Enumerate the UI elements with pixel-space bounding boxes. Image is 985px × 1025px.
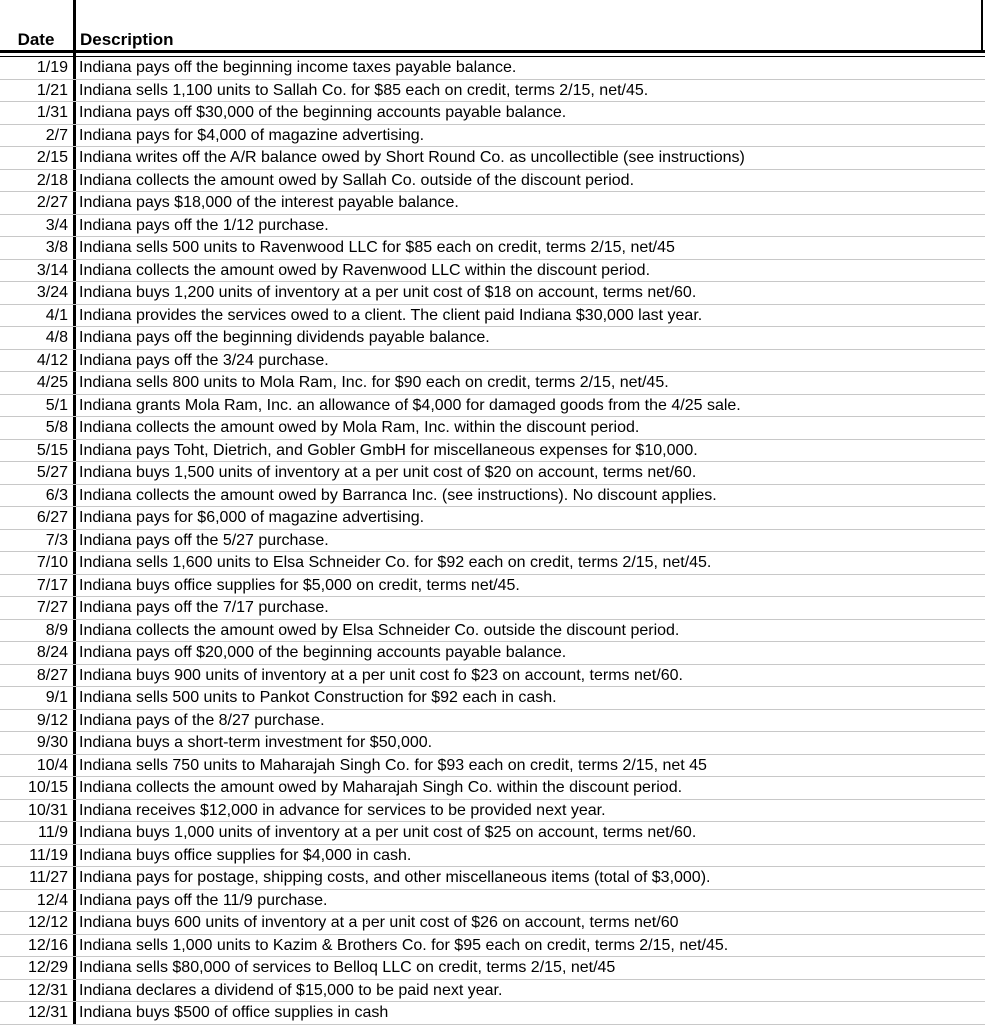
date-cell[interactable]: 12/31	[27, 1004, 68, 1021]
description-cell[interactable]: Indiana buys $500 of office supplies in cash	[79, 1004, 389, 1021]
table-row[interactable]	[0, 912, 985, 935]
date-cell[interactable]: 1/21	[36, 81, 68, 99]
table-row[interactable]	[0, 867, 985, 890]
date-cell[interactable]: 10/4	[36, 756, 68, 774]
date-cell[interactable]: 2/7	[45, 126, 68, 144]
date-cell[interactable]: 12/29	[27, 959, 68, 976]
description-cell[interactable]: Indiana buys 1,500 units of inventory at a per unit cost of $20 on account, terms net/60.	[79, 464, 697, 481]
date-cell[interactable]: 9/12	[36, 711, 68, 729]
description-cell[interactable]: Indiana collects the amount owed by Barranca Inc. (see instructions). No discount applies.	[79, 486, 717, 504]
date-cell[interactable]: 5/27	[36, 464, 68, 481]
description-cell[interactable]: Indiana collects the amount owed by Maharajah Singh Co. within the discount period.	[79, 779, 683, 796]
table-row[interactable]	[0, 327, 985, 350]
description-cell[interactable]: Indiana sells 800 units to Mola Ram, Inc. for $90 each on credit, terms 2/15, net/45.	[79, 374, 669, 391]
description-cell[interactable]: Indiana pays of the 8/27 purchase.	[79, 711, 325, 729]
description-cell[interactable]: Indiana pays off the 1/12 purchase.	[79, 216, 329, 234]
table-row[interactable]	[0, 282, 985, 305]
table-row[interactable]	[0, 192, 985, 215]
description-cell[interactable]: Indiana buys 1,000 units of inventory at a per unit cost of $25 on account, terms net/60.	[79, 824, 697, 841]
date-cell[interactable]: 12/16	[27, 936, 68, 954]
date-cell[interactable]: 3/8	[45, 239, 68, 256]
description-cell[interactable]: Indiana pays off the 5/27 purchase.	[79, 531, 329, 549]
date-cell[interactable]: 3/14	[36, 261, 68, 279]
description-cell[interactable]: Indiana sells $80,000 of services to Belloq LLC on credit, terms 2/15, net/45	[79, 959, 616, 976]
description-cell[interactable]: Indiana buys office supplies for $4,000 in cash.	[79, 846, 412, 864]
description-cell[interactable]: Indiana sells 1,100 units to Sallah Co. for $85 each on credit, terms 2/15, net/45.	[79, 81, 649, 99]
description-cell[interactable]: Indiana collects the amount owed by Sallah Co. outside of the discount period.	[79, 171, 635, 189]
date-cell[interactable]: 4/12	[36, 351, 68, 369]
table-row[interactable]	[0, 777, 985, 800]
date-cell[interactable]: 11/19	[29, 846, 68, 864]
description-cell[interactable]: Indiana sells 500 units to Pankot Construction for $92 each in cash.	[79, 689, 557, 706]
date-cell[interactable]: 6/27	[36, 509, 68, 526]
date-cell[interactable]: 1/19	[36, 59, 68, 76]
date-cell[interactable]: 4/25	[36, 374, 68, 391]
table-row[interactable]	[0, 395, 985, 418]
table-row[interactable]	[0, 1002, 985, 1025]
date-cell[interactable]: 12/31	[27, 981, 68, 999]
date-cell[interactable]: 3/24	[36, 284, 68, 301]
description-cell[interactable]: Indiana pays off the beginning income taxes payable balance.	[79, 59, 517, 76]
table-row[interactable]	[0, 980, 985, 1003]
table-row[interactable]	[0, 755, 985, 778]
description-cell[interactable]: Indiana buys 1,200 units of inventory at a per unit cost of $18 on account, terms net/60.	[79, 284, 697, 301]
description-cell[interactable]: Indiana grants Mola Ram, Inc. an allowance of $4,000 for damaged goods from the 4/25 sale.	[79, 396, 741, 414]
table-row[interactable]	[0, 80, 985, 103]
date-cell[interactable]: 11/27	[29, 869, 68, 886]
date-cell[interactable]: 4/1	[45, 306, 68, 324]
date-cell[interactable]: 2/27	[36, 194, 68, 211]
transaction-rows	[0, 57, 985, 1025]
description-cell[interactable]: Indiana sells 500 units to Ravenwood LLC for $85 each on credit, terms 2/15, net/45	[79, 239, 675, 256]
description-cell[interactable]: Indiana buys 600 units of inventory at a per unit cost of $26 on account, terms net/60	[79, 914, 679, 931]
description-cell[interactable]: Indiana pays for postage, shipping costs, and other miscellaneous items (total of $3,000).	[79, 869, 711, 886]
description-cell[interactable]: Indiana declares a dividend of $15,000 to be paid next year.	[79, 981, 503, 999]
date-cell[interactable]: 4/8	[45, 329, 68, 346]
description-cell[interactable]: Indiana writes off the A/R balance owed by Short Round Co. as uncollectible (see instructions)	[79, 149, 745, 166]
table-row[interactable]	[0, 710, 985, 733]
table-row[interactable]	[0, 147, 985, 170]
table-row[interactable]	[0, 462, 985, 485]
date-cell[interactable]: 6/3	[45, 486, 68, 504]
date-cell[interactable]: 5/8	[45, 419, 68, 436]
date-cell[interactable]: 8/24	[36, 644, 68, 661]
date-cell[interactable]: 5/1	[45, 396, 68, 414]
date-column-header[interactable]: Date	[17, 30, 55, 49]
date-cell[interactable]: 12/12	[27, 914, 68, 931]
table-row[interactable]	[0, 552, 985, 575]
table-row[interactable]	[0, 102, 985, 125]
table-row[interactable]	[0, 642, 985, 665]
description-cell[interactable]: Indiana sells 1,000 units to Kazim & Brothers Co. for $95 each on credit, terms 2/15, net/45.	[79, 936, 729, 954]
description-cell[interactable]: Indiana pays off $30,000 of the beginning accounts payable balance.	[79, 104, 567, 121]
table-row[interactable]	[0, 845, 985, 868]
table-row[interactable]	[0, 372, 985, 395]
table-row[interactable]	[0, 485, 985, 508]
date-cell[interactable]: 9/1	[45, 689, 68, 706]
description-cell[interactable]: Indiana pays $18,000 of the interest payable balance.	[79, 194, 459, 211]
description-cell[interactable]: Indiana pays off the 11/9 purchase.	[79, 891, 328, 909]
description-cell[interactable]: Indiana pays Toht, Dietrich, and Gobler GmbH for miscellaneous expenses for $10,000.	[79, 441, 698, 459]
date-cell[interactable]: 12/4	[36, 891, 68, 909]
table-row[interactable]	[0, 170, 985, 193]
description-cell[interactable]: Indiana pays for $4,000 of magazine advertising.	[79, 126, 425, 144]
description-cell[interactable]: Indiana pays off the 7/17 purchase.	[79, 599, 329, 616]
date-cell[interactable]: 7/10	[36, 554, 68, 571]
table-row[interactable]	[0, 215, 985, 238]
date-cell[interactable]: 10/15	[27, 779, 68, 796]
description-cell[interactable]: Indiana pays off the beginning dividends payable balance.	[79, 329, 490, 346]
description-cell[interactable]: Indiana collects the amount owed by Mola Ram, Inc. within the discount period.	[79, 419, 640, 436]
table-row[interactable]	[0, 665, 985, 688]
date-cell[interactable]: 5/15	[36, 441, 68, 459]
date-cell[interactable]: 1/31	[36, 104, 68, 121]
date-cell[interactable]: 10/31	[27, 801, 68, 819]
description-column-header[interactable]: Description	[80, 30, 174, 49]
header-rule	[0, 50, 985, 53]
table-row[interactable]	[0, 57, 985, 80]
date-cell[interactable]: 9/30	[36, 734, 68, 751]
table-row[interactable]	[0, 732, 985, 755]
table-row[interactable]	[0, 957, 985, 980]
table-row[interactable]	[0, 890, 985, 913]
date-cell[interactable]: 11/9	[38, 824, 68, 841]
table-row[interactable]	[0, 687, 985, 710]
date-cell[interactable]: 7/3	[45, 531, 68, 549]
table-row[interactable]	[0, 575, 985, 598]
date-cell[interactable]: 3/4	[45, 216, 68, 234]
description-cell[interactable]: Indiana buys a short-term investment for $50,000.	[79, 734, 433, 751]
table-row[interactable]	[0, 800, 985, 823]
table-row[interactable]	[0, 260, 985, 283]
description-cell[interactable]: Indiana pays for $6,000 of magazine advertising.	[79, 509, 425, 526]
description-cell[interactable]: Indiana buys office supplies for $5,000 on credit, terms net/45.	[79, 576, 520, 594]
description-cell[interactable]: Indiana sells 1,600 units to Elsa Schneider Co. for $92 each on credit, terms 2/15, net/45.	[79, 554, 712, 571]
description-cell[interactable]: Indiana provides the services owed to a client. The client paid Indiana $30,000 last year.	[79, 306, 703, 324]
description-cell[interactable]: Indiana buys 900 units of inventory at a per unit cost fo $23 on account, terms net/60.	[79, 666, 683, 684]
table-row[interactable]	[0, 822, 985, 845]
date-cell[interactable]: 8/9	[45, 621, 68, 639]
table-row[interactable]	[0, 237, 985, 260]
table-row[interactable]	[0, 350, 985, 373]
date-cell[interactable]: 2/15	[36, 149, 68, 166]
description-cell[interactable]: Indiana sells 750 units to Maharajah Singh Co. for $93 each on credit, terms 2/15, net 45	[79, 756, 707, 774]
table-row[interactable]	[0, 507, 985, 530]
description-cell[interactable]: Indiana pays off the 3/24 purchase.	[79, 351, 329, 369]
table-row[interactable]	[0, 417, 985, 440]
table-row[interactable]	[0, 597, 985, 620]
table-row[interactable]	[0, 125, 985, 148]
description-cell[interactable]: Indiana collects the amount owed by Ravenwood LLC within the discount period.	[79, 261, 651, 279]
table-row[interactable]	[0, 620, 985, 643]
date-cell[interactable]: 8/27	[36, 666, 68, 684]
date-cell[interactable]: 7/17	[36, 576, 68, 594]
date-cell[interactable]: 7/27	[36, 599, 68, 616]
description-cell[interactable]: Indiana pays off $20,000 of the beginning accounts payable balance.	[79, 644, 567, 661]
table-row[interactable]	[0, 935, 985, 958]
table-header	[0, 28, 985, 52]
description-cell[interactable]: Indiana collects the amount owed by Elsa Schneider Co. outside the discount period.	[79, 621, 680, 639]
date-cell[interactable]: 2/18	[36, 171, 68, 189]
table-row[interactable]	[0, 440, 985, 463]
table-row[interactable]	[0, 530, 985, 553]
description-cell[interactable]: Indiana receives $12,000 in advance for services to be provided next year.	[79, 801, 606, 819]
table-row[interactable]	[0, 305, 985, 328]
